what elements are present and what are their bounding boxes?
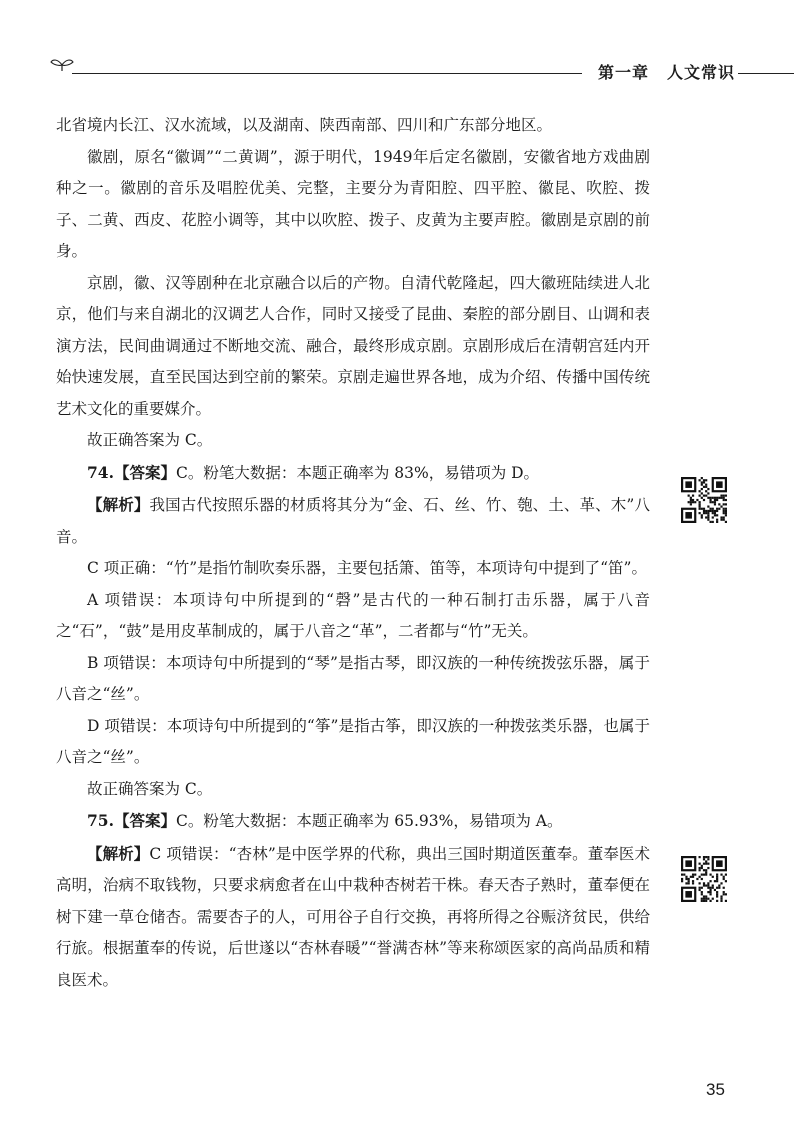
leaf-icon xyxy=(50,56,74,72)
paragraph: 故正确答案为 C。 xyxy=(87,431,213,449)
analysis-paragraph: 【解析】C 项错误：“杏林”是中医学界的代称，典出三国时期道医董奉。董奉医术高明，治病不取钱物，只要求病愈者在山中栽种杏树若干株。春天杏子熟时，董奉便在树下建一草仓储杏。需要杏子的人，可用谷子自行交换，再将所得之谷赈济贫民，供给行旅。根据董奉的传说，后世遂以“杏林春暖”“誉满杏林”等来称颂医家的高尚品质和精良医术。 xyxy=(56,843,650,989)
qr-code-icon[interactable] xyxy=(681,477,727,523)
chapter-number: 第一章 xyxy=(598,63,650,82)
header-rule-right xyxy=(738,73,794,74)
header-rule-left xyxy=(72,73,582,74)
qr-code-icon[interactable] xyxy=(681,856,727,902)
paragraph: A 项错误：本项诗句中所提到的“磬”是古代的一种石制打击乐器，属于八音之“石”，“鼓”是用皮革制成的，属于八音之“革”，二者都与“竹”无关。 xyxy=(56,590,650,640)
paragraph: 北省境内长江、汉水流域，以及湖南、陕西南部、四川和广东部分地区。 xyxy=(56,116,553,134)
paragraph: 京剧，徽、汉等剧种在北京融合以后的产物。自清代乾隆起，四大徽班陆续进人北京，他们与来自湖北的汉调艺人合作，同时又接受了昆曲、秦腔的部分剧目、山调和表演方法，民间曲调通过不断地交流、融合，最终形成京剧。京剧形成后在清朝宫廷内开始快速发展，直至民国达到空前的繁荣。京剧走遍世界各地，成为介绍、传播中国传统艺术文化的重要媒介。 xyxy=(56,273,650,418)
answer-tag: 74.【答案】 xyxy=(87,462,176,482)
paragraph: 故正确答案为 C。 xyxy=(87,779,213,798)
page-body xyxy=(56,110,650,996)
analysis-tag: 【解析】 xyxy=(87,495,150,514)
answer-tag: 75.【答案】 xyxy=(87,811,176,830)
answer-line-74: 74.【答案】C。粉笔大数据：本题正确率为 83%，易错项为 D。 xyxy=(87,462,540,482)
analysis-tag: 【解析】 xyxy=(87,843,150,863)
page-header xyxy=(0,0,800,100)
page-number: 35 xyxy=(706,1080,725,1099)
analysis-paragraph: 【解析】我国古代按照乐器的材质将其分为“金、石、丝、竹、匏、土、革、木”八音。 xyxy=(56,495,650,546)
paragraph: C 项正确：“竹”是指竹制吹奏乐器，主要包括箫、笛等，本项诗句中提到了“笛”。 xyxy=(87,559,647,577)
paragraph: D 项错误：本项诗句中所提到的“筝”是指古筝，即汉族的一种拨弦类乐器，也属于八音之“丝”。 xyxy=(56,716,650,766)
chapter-title: 人文常识 xyxy=(667,63,736,82)
paragraph: 徽剧，原名“徽调”“二黄调”，源于明代，1949年后定名徽剧，安徽省地方戏曲剧种之一。徽剧的音乐及唱腔优美、完整，主要分为青阳腔、四平腔、徽昆、吹腔、拨子、二黄、西皮、花腔小调等，其中以吹腔、拨子、皮黄为主要声腔。徽剧是京剧的前身。 xyxy=(56,147,650,260)
chapter-heading xyxy=(598,60,735,83)
answer-line-75: 75.【答案】C。粉笔大数据：本题正确率为 65.93%，易错项为 A。 xyxy=(87,811,563,830)
paragraph: B 项错误：本项诗句中所提到的“琴”是指古琴，即汉族的一种传统拨弦乐器，属于八音之“丝”。 xyxy=(56,653,650,703)
